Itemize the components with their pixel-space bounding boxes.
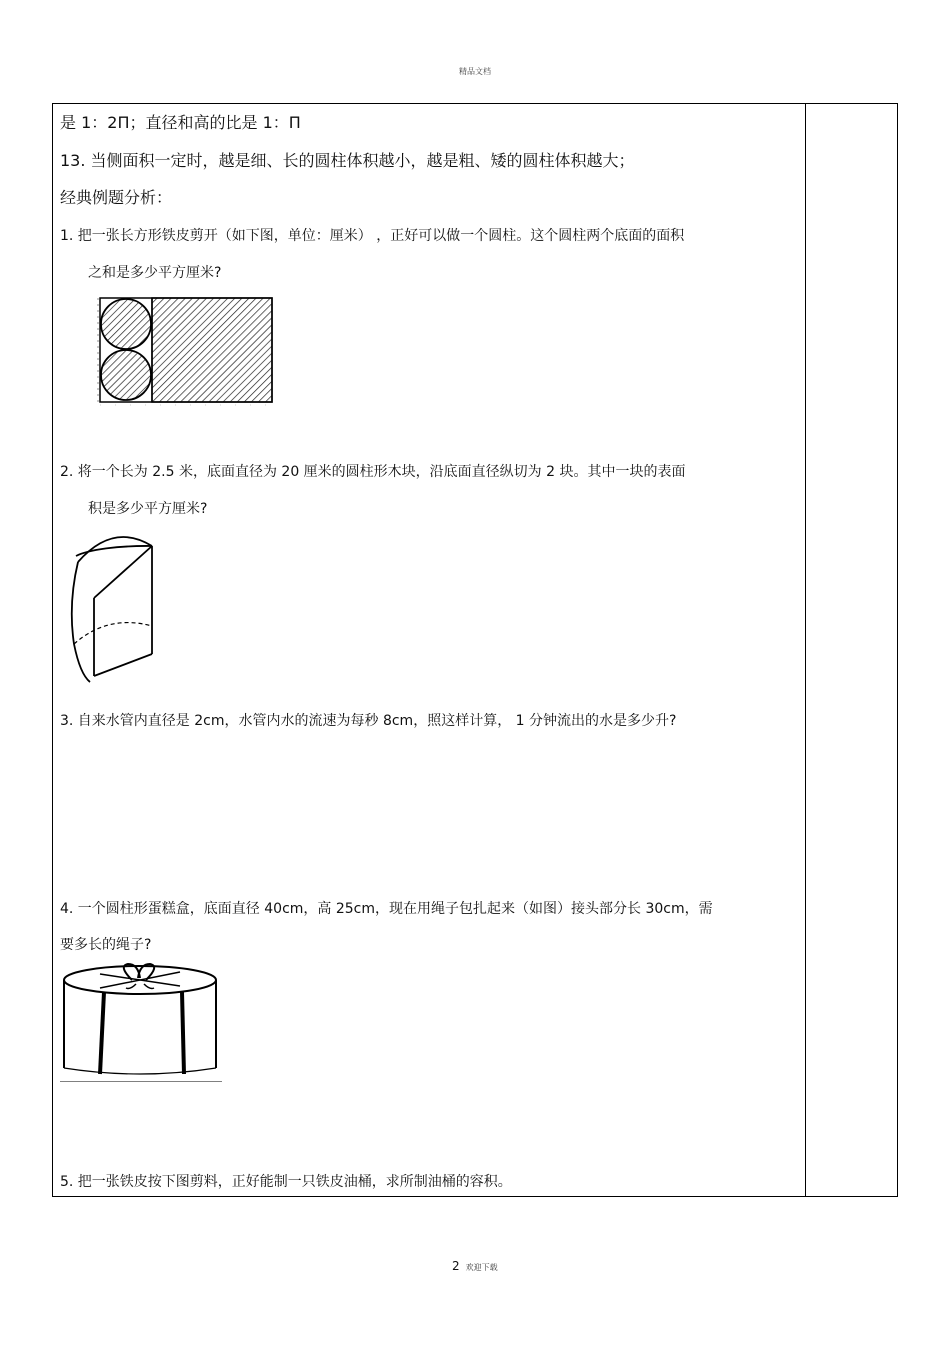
rectangle-circles-figure <box>92 292 278 408</box>
page-number: 2 <box>452 1259 460 1273</box>
cake-box-figure <box>60 962 222 1082</box>
table-column-divider <box>805 103 806 1197</box>
question-5-line-1: 5. 把一张铁皮按下图剪料，正好能制一只铁皮油桶，求所制油桶的容积。 <box>60 1174 512 1190</box>
section-title: 经典例题分析： <box>60 188 173 207</box>
header-note: 精品文档 <box>459 67 491 76</box>
page-footer <box>452 1259 498 1273</box>
question-4-line-1: 4. 一个圆柱形蛋糕盒，底面直径 40cm，高 25cm，现在用绳子包扎起来（如图）接头部分长 30cm，需 <box>60 901 713 917</box>
question-4-line-2: 要多长的绳子? <box>60 937 152 953</box>
question-1-line-2: 之和是多少平方厘米? <box>88 265 222 281</box>
question-3-line-1: 3. 自来水管内直径是 2cm，水管内水的流速为每秒 8cm，照这样计算， 1 分钟流出的水是多少升? <box>60 713 677 729</box>
text-point-13: 13. 当侧面积一定时，越是细、长的圆柱体积越小，越是粗、矮的圆柱体积越大； <box>60 151 635 170</box>
footer-note: 欢迎下载 <box>465 1263 498 1272</box>
half-cylinder-figure <box>68 534 160 686</box>
question-2-line-1: 2. 将一个长为 2.5 米，底面直径为 20 厘米的圆柱形木块，沿底面直径纵切为 2 块。其中一块的表面 <box>60 464 686 480</box>
text-ratio-line: 是 1：2Π；直径和高的比是 1：Π <box>60 113 301 132</box>
question-1-line-1: 1. 把一张长方形铁皮剪开（如下图，单位：厘米） ，正好可以做一个圆柱。这个圆柱两个底面的面积 <box>60 228 685 244</box>
question-2-line-2: 积是多少平方厘米? <box>88 501 208 517</box>
